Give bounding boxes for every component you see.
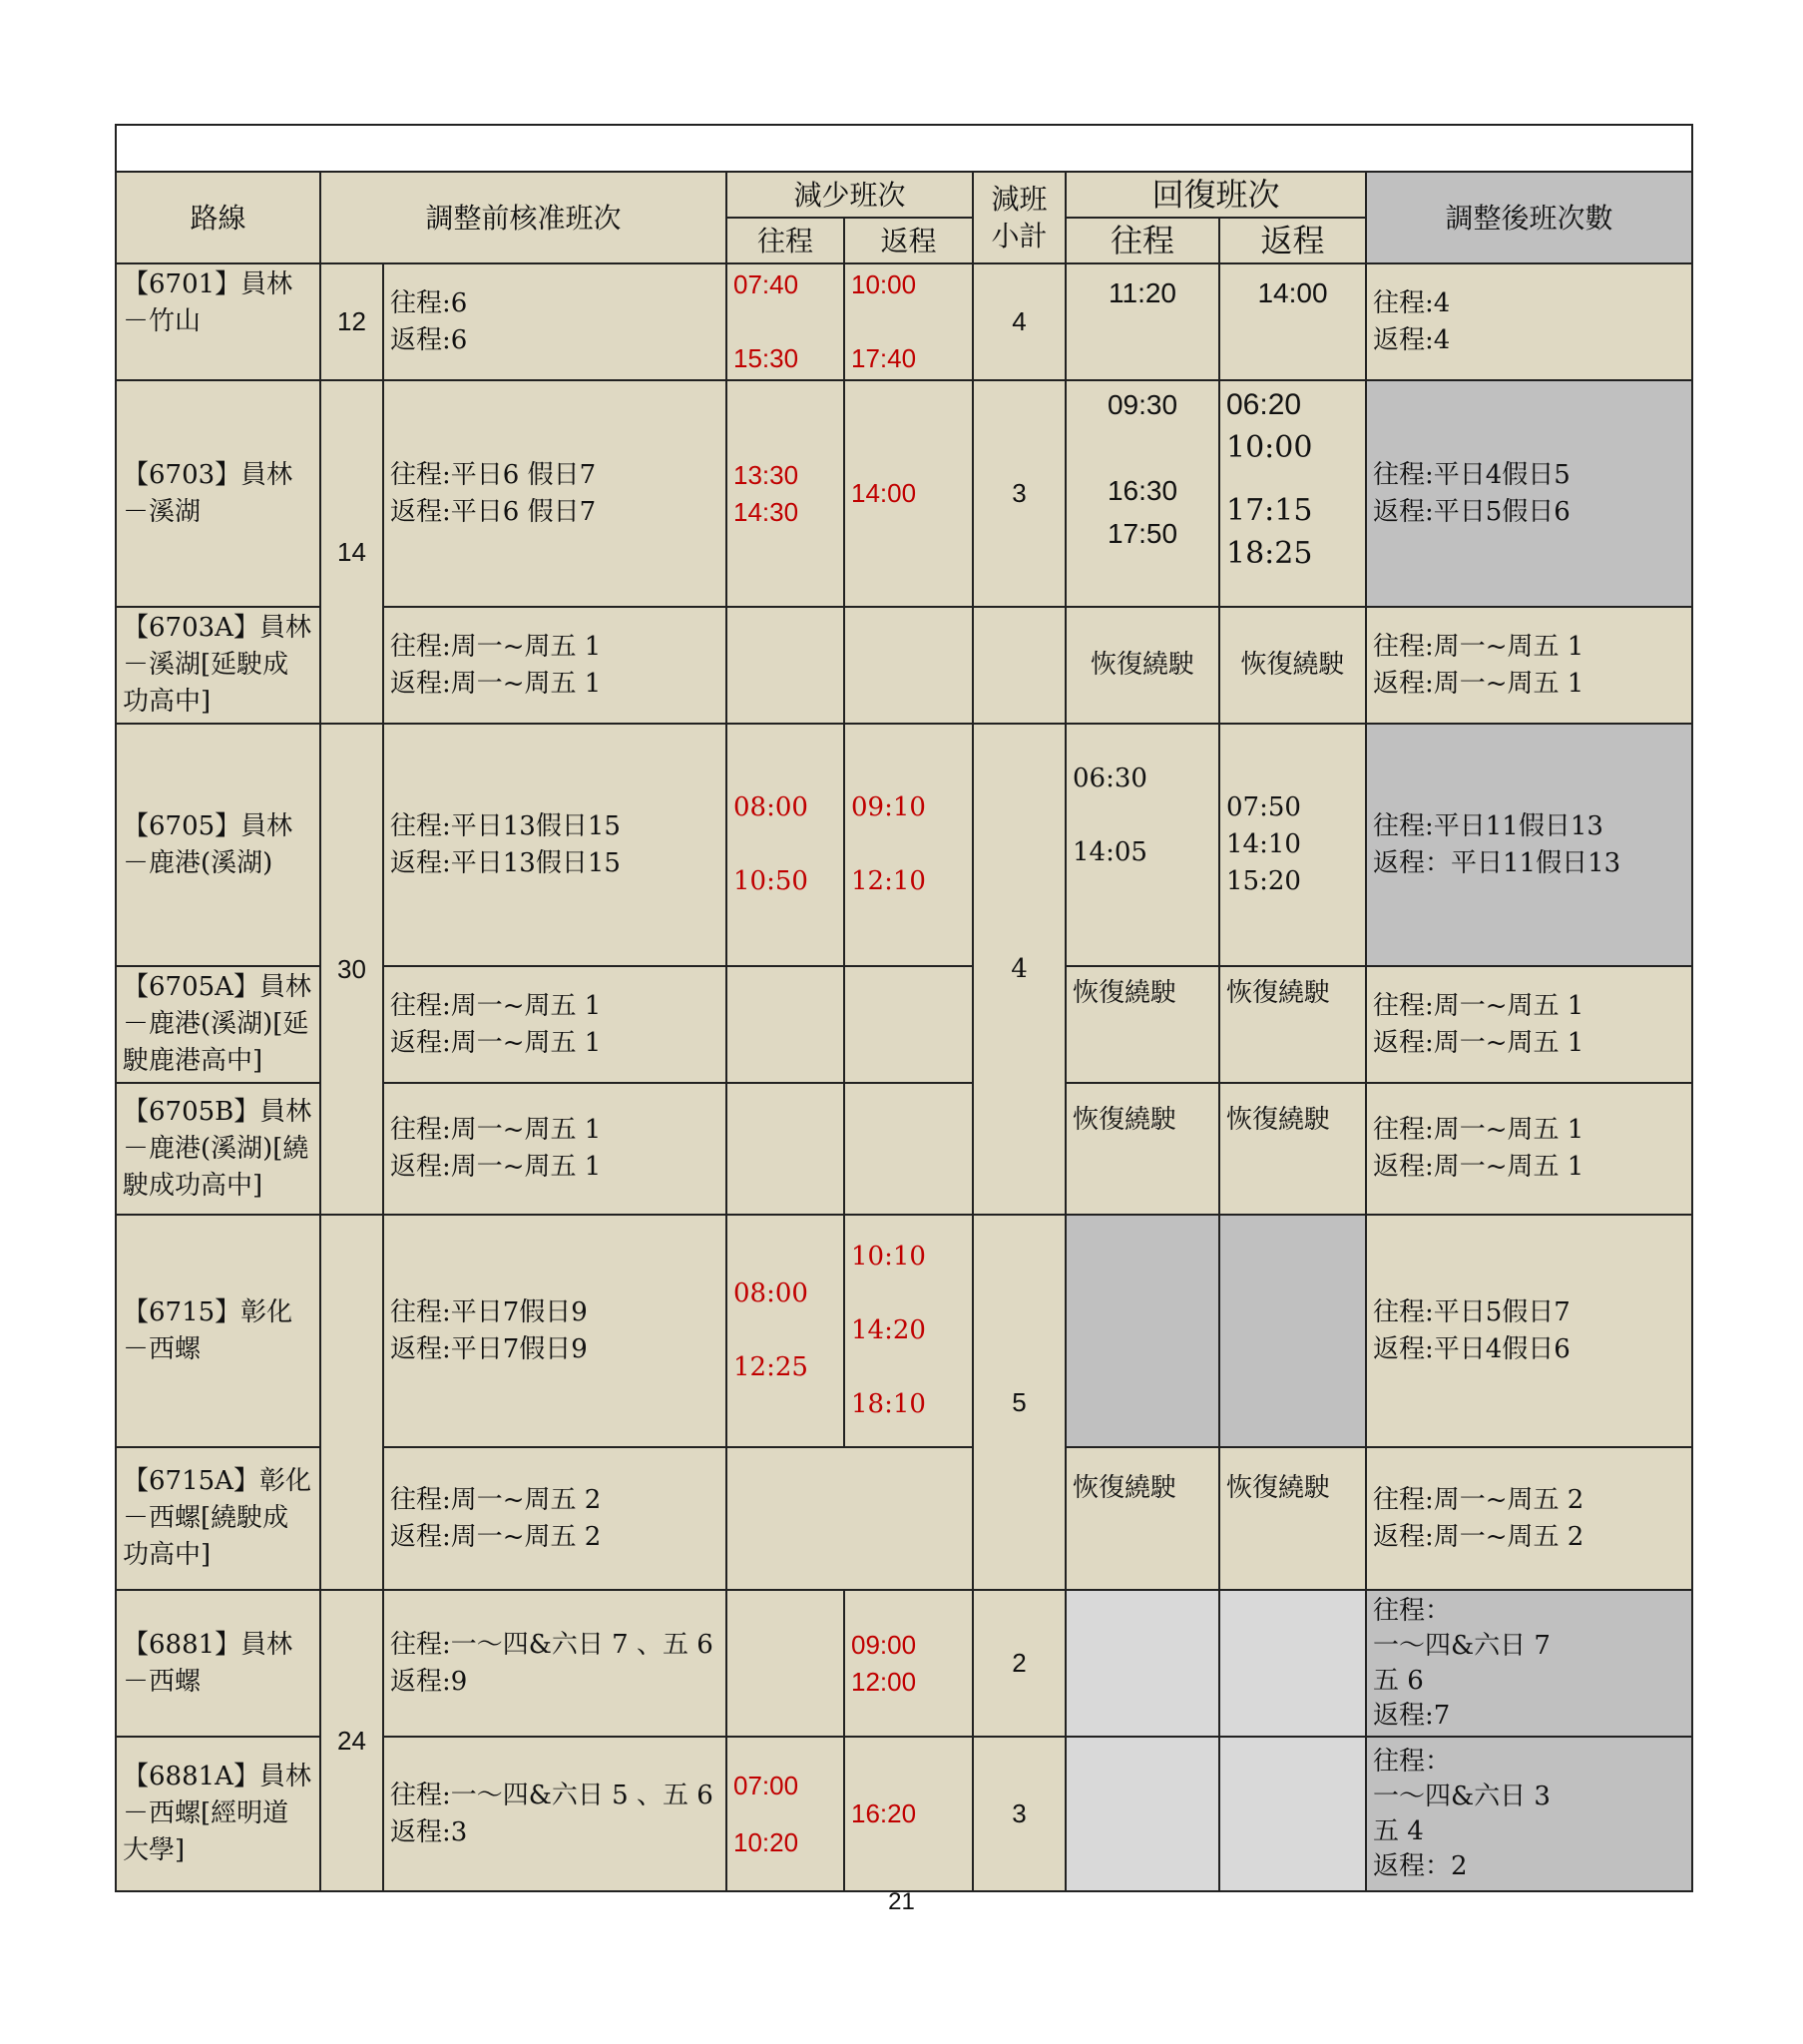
restore-out-times: 11:20 [1066, 263, 1219, 380]
after-counts: 往程:周一~周五 1 返程:周一~周五 1 [1366, 966, 1692, 1083]
reduce-out-times: 08:00 12:25 [726, 1215, 844, 1447]
reduce-out-times: 07:00 10:20 [726, 1737, 844, 1891]
restore-ret-times: 06:20 10:00 17:15 18:25 [1219, 380, 1366, 607]
restore-out-note: 恢復繞駛 [1066, 607, 1219, 724]
subtotal: 2 [973, 1590, 1066, 1737]
after-counts: 往程:平日5假日7 返程:平日4假日6 [1366, 1215, 1692, 1447]
header-restore-ret: 返程 [1219, 218, 1366, 263]
after-counts: 往程:平日4假日5 返程:平日5假日6 [1366, 380, 1692, 607]
restore-out-note: 恢復繞駛 [1066, 1447, 1219, 1590]
header-restore: 回復班次 [1066, 172, 1366, 218]
header-after: 調整後班次數 [1366, 172, 1692, 263]
route-name: 【6715】彰化－西螺 [116, 1215, 320, 1447]
reduce-out-times [726, 1083, 844, 1215]
reduce-times [726, 1447, 973, 1590]
page-number: 21 [888, 1888, 915, 1915]
route-name: 【6715A】彰化－西螺[繞駛成功高中] [116, 1447, 320, 1590]
after-counts: 往程:周一~周五 1 返程:周一~周五 1 [1366, 607, 1692, 724]
subtotal: 3 [973, 1737, 1066, 1891]
after-counts: 往程： 一～四&六日 3 五 4 返程：2 [1366, 1737, 1692, 1891]
route-name: 【6881A】員林－西螺[經明道大學] [116, 1737, 320, 1891]
after-counts: 往程:4 返程:4 [1366, 263, 1692, 380]
reduce-out-times: 07:40 15:30 [726, 263, 844, 380]
reduce-ret-times: 16:20 [844, 1737, 973, 1891]
table-row [116, 724, 1692, 966]
route-name: 【6705】員林－鹿港(溪湖) [116, 724, 320, 966]
header-before: 調整前核准班次 [320, 172, 726, 263]
restore-ret-note: 恢復繞駛 [1219, 1083, 1366, 1215]
before-counts: 往程:周一~周五 1 返程:周一~周五 1 [383, 1083, 726, 1215]
route-name: 【6703A】員林－溪湖[延駛成功高中] [116, 607, 320, 724]
route-total [320, 1215, 383, 1590]
route-name: 【6705B】員林－鹿港(溪湖)[繞駛成功高中] [116, 1083, 320, 1215]
reduce-out-times [726, 966, 844, 1083]
before-counts: 往程:周一~周五 1 返程:周一~周五 1 [383, 607, 726, 724]
restore-ret-note: 恢復繞駛 [1219, 966, 1366, 1083]
reduce-out-times [726, 1590, 844, 1737]
table-row [116, 263, 1692, 380]
restore-out-times [1066, 1215, 1219, 1447]
reduce-ret-times: 14:00 [844, 380, 973, 607]
schedule-table-frame [115, 124, 1691, 1881]
restore-ret-times [1219, 1737, 1366, 1891]
subtotal [973, 607, 1066, 724]
table-row [116, 1590, 1692, 1737]
route-name: 【6701】員林－竹山 [116, 263, 320, 380]
subtotal: 4 [973, 724, 1066, 1215]
restore-ret-note: 恢復繞駛 [1219, 607, 1366, 724]
header-restore-out: 往程 [1066, 218, 1219, 263]
before-counts: 往程:周一~周五 1 返程:周一~周五 1 [383, 966, 726, 1083]
reduce-out-times: 13:30 14:30 [726, 380, 844, 607]
route-total: 30 [320, 724, 383, 1215]
restore-out-note: 恢復繞駛 [1066, 966, 1219, 1083]
route-total: 12 [320, 263, 383, 380]
after-counts: 往程:平日11假日13 返程：平日11假日13 [1366, 724, 1692, 966]
before-counts: 往程:平日13假日15 返程:平日13假日15 [383, 724, 726, 966]
before-counts: 往程:平日7假日9 返程:平日7假日9 [383, 1215, 726, 1447]
header-reduce: 減少班次 [726, 172, 973, 218]
restore-out-times [1066, 1737, 1219, 1891]
before-counts: 往程:6 返程:6 [383, 263, 726, 380]
subtotal: 5 [973, 1215, 1066, 1590]
after-counts: 往程:周一~周五 1 返程:周一~周五 1 [1366, 1083, 1692, 1215]
before-counts: 往程:一～四&六日 5 、五 6 返程:3 [383, 1737, 726, 1891]
subtotal: 4 [973, 263, 1066, 380]
header-subtotal: 減班小計 [973, 172, 1066, 263]
reduce-ret-times [844, 1083, 973, 1215]
restore-ret-times: 07:50 14:10 15:20 [1219, 724, 1366, 966]
route-name: 【6881】員林－西螺 [116, 1590, 320, 1737]
header-reduce-ret: 返程 [844, 218, 973, 263]
reduce-out-times [726, 607, 844, 724]
restore-out-times [1066, 1590, 1219, 1737]
table-row [116, 380, 1692, 607]
before-counts: 往程:周一~周五 2 返程:周一~周五 2 [383, 1447, 726, 1590]
after-counts: 往程： 一～四&六日 7 五 6 返程:7 [1366, 1590, 1692, 1737]
reduce-out-times: 08:00 10:50 [726, 724, 844, 966]
table-title-row [116, 125, 1692, 172]
after-counts: 往程:周一~周五 2 返程:周一~周五 2 [1366, 1447, 1692, 1590]
reduce-ret-times: 09:10 12:10 [844, 724, 973, 966]
restore-ret-note: 恢復繞駛 [1219, 1447, 1366, 1590]
reduce-ret-times: 10:00 17:40 [844, 263, 973, 380]
restore-out-times: 09:30 16:30 17:50 [1066, 380, 1219, 607]
restore-ret-times: 14:00 [1219, 263, 1366, 380]
header-route: 路線 [116, 172, 320, 263]
reduce-ret-times [844, 966, 973, 1083]
subtotal: 3 [973, 380, 1066, 607]
bus-schedule-table [115, 124, 1693, 1892]
route-total: 14 [320, 380, 383, 724]
reduce-ret-times [844, 607, 973, 724]
before-counts: 往程:平日6 假日7 返程:平日6 假日7 [383, 380, 726, 607]
reduce-ret-times: 09:00 12:00 [844, 1590, 973, 1737]
route-name: 【6703】員林－溪湖 [116, 380, 320, 607]
before-counts: 往程:一～四&六日 7 、五 6 返程:9 [383, 1590, 726, 1737]
route-total: 24 [320, 1590, 383, 1891]
restore-out-times: 06:30 14:05 [1066, 724, 1219, 966]
restore-out-note: 恢復繞駛 [1066, 1083, 1219, 1215]
header-reduce-out: 往程 [726, 218, 844, 263]
table-row [116, 1215, 1692, 1447]
reduce-ret-times: 10:10 14:20 18:10 [844, 1215, 973, 1447]
route-name: 【6705A】員林－鹿港(溪湖)[延駛鹿港高中] [116, 966, 320, 1083]
restore-ret-times [1219, 1215, 1366, 1447]
restore-ret-times [1219, 1590, 1366, 1737]
